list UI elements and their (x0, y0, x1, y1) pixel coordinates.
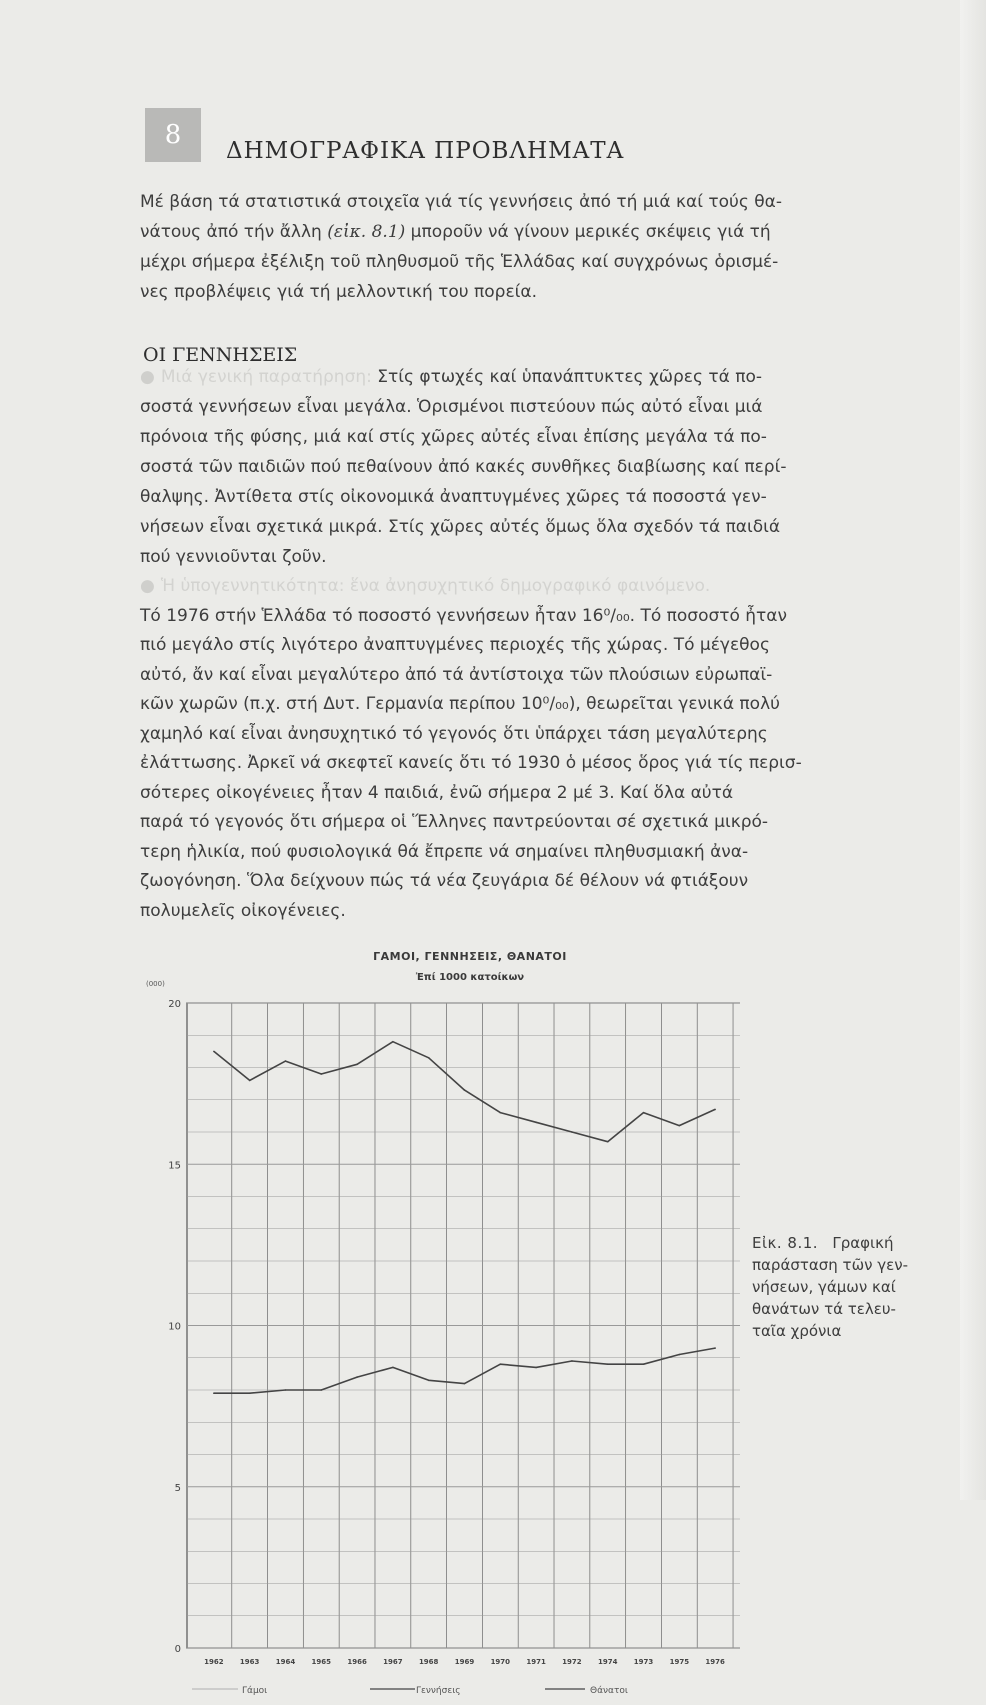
text-line: Τό 1976 στήν Ἑλλάδα τό ποσοστό γεννήσεων ἦταν 16⁰/₀₀. Τό ποσοστό ἦταν (140, 605, 787, 626)
series-line-births (214, 1042, 715, 1142)
underbirth-paragraph (140, 572, 930, 926)
x-tick-label: 1963 (239, 1658, 260, 1666)
text-line: πιό μεγάλο στίς λιγότερο ἀναπτυγμένες περιοχές τῆς χώρας. Τό μέγεθος (140, 635, 770, 655)
data-point (464, 1383, 466, 1385)
chart-unit-label: (000) (146, 980, 165, 988)
bullet-icon: ● (140, 576, 155, 596)
text-line: τερη ἡλικία, πού φυσιολογικά θά ἔπρεπε νά σημαίνει πληθυσμιακή ἀνα- (140, 841, 749, 862)
chart-subtitle: Ἐπί 1000 κατοίκων (415, 972, 525, 983)
faint-subheading: Ἡ ὑπογεννητικότητα: ἕνα ἀνησυχητικό δημογραφικό φαινόμενο. (160, 576, 711, 596)
legend-label: Θάνατοι (590, 1686, 628, 1696)
x-tick-label: 1968 (418, 1658, 439, 1666)
data-point (285, 1389, 287, 1391)
text-line: σοστά γεννήσεων εἶναι μεγάλα. Ὁρισμένοι πιστεύουν πώς αὐτό εἶναι μιά (140, 397, 763, 417)
data-point (679, 1354, 681, 1356)
text-line: Μέ βάση τά στατιστικά στοιχεῖα γιά τίς γεννήσεις ἀπό τή μιά καί τούς θα- (140, 192, 782, 212)
data-point (392, 1041, 394, 1043)
text-fragment: μποροῦν νά γίνουν μερικές σκέψεις γιά τή (410, 222, 771, 242)
figure-caption (752, 1232, 937, 1342)
data-point (392, 1367, 394, 1369)
text-line: ἐλάττωσης. Ἀρκεῖ νά σκεφτεῖ κανείς ὅτι τό 1930 ὁ μέσος ὅρος γιά τίς περισ- (140, 753, 802, 773)
text-line: μέχρι σήμερα ἐξέλιξη τοῦ πληθυσμοῦ τῆς Ἑλλάδας καί συγχρόνως ὁρισμέ- (140, 252, 779, 272)
text-line: αὐτό, ἄν καί εἶναι μεγαλύτερο ἀπό τά ἀντίστοιχα τῶν πλούσιων εὐρωπαϊ- (140, 664, 773, 685)
chapter-title: ΔΗΜΟΓΡΑΦΙΚΑ ΠΡΟΒΛΗΜΑΤΑ (226, 138, 625, 164)
x-tick-label: 1970 (490, 1658, 511, 1666)
y-tick-label: 20 (168, 999, 181, 1010)
legend-label: Γεννήσεις (416, 1686, 461, 1696)
data-point (249, 1080, 251, 1082)
data-point (285, 1060, 287, 1062)
legend-label: Γάμοι (242, 1686, 268, 1696)
x-tick-label: 1974 (597, 1658, 618, 1666)
y-tick-label: 15 (168, 1160, 181, 1172)
faint-subheading: Μιά γενική παρατήρηση: (160, 367, 372, 387)
x-tick-label: 1971 (526, 1658, 546, 1666)
data-point (535, 1122, 537, 1124)
x-tick-label: 1969 (454, 1658, 475, 1666)
data-point (607, 1363, 609, 1365)
section-heading: ΟΙ ΓΕΝΝΗΣΕΙΣ (143, 344, 298, 366)
page-edge (960, 0, 986, 1500)
data-point (320, 1073, 322, 1075)
x-tick-label: 1967 (383, 1658, 403, 1666)
chart-title: ΓΑΜΟΙ, ΓΕΝΝΗΣΕΙΣ, ΘΑΝΑΤΟΙ (373, 950, 567, 963)
data-point (714, 1347, 716, 1349)
births-paragraph (140, 362, 930, 572)
text-line: πολυμελεῖς οἰκογένειες. (140, 900, 346, 921)
figure-reference: (εἰκ. 8.1) (327, 222, 406, 242)
text-line: θαλψης. Ἀντίθετα στίς οἰκονομικά ἀναπτυγμένες χῶρες τά ποσοστά γεν- (140, 487, 767, 507)
text-line: κῶν χωρῶν (π.χ. στή Δυτ. Γερμανία περίπου 10⁰/₀₀), θεωρεῖται γενικά πολύ (140, 694, 780, 714)
caption-fragment: Γραφική (832, 1234, 894, 1252)
text-line: σότερες οἰκογένειες ἦταν 4 παιδιά, ἐνῶ σήμερα 2 μέ 3. Καί ὅλα αὐτά (140, 782, 734, 803)
text-line: παρά τό γεγονός ὅτι σήμερα οἱ Ἕλληνες παντρεύονται σέ σχετικά μικρό- (140, 812, 769, 832)
bullet-icon: ● (140, 367, 155, 387)
text-fragment: νάτους ἀπό τήν ἄλλη (140, 222, 322, 242)
data-point (500, 1363, 502, 1365)
data-point (464, 1089, 466, 1091)
data-point (571, 1131, 573, 1133)
data-point (679, 1125, 681, 1127)
text-line (140, 572, 930, 602)
data-point (356, 1376, 358, 1378)
text-line: ζωογόνηση. Ὅλα δείχνουν πώς τά νέα ζευγάρια δέ θέλουν νά φτιάξουν (140, 871, 749, 891)
text-line (140, 362, 930, 392)
caption-line: νήσεων, γάμων καί (752, 1278, 896, 1296)
x-tick-label: 1972 (562, 1658, 582, 1666)
data-point (213, 1051, 215, 1053)
text-line (140, 217, 930, 247)
caption-line: ταῖα χρόνια (752, 1322, 842, 1340)
data-point (535, 1367, 537, 1369)
y-tick-label: 5 (174, 1482, 181, 1494)
text-line: σοστά τῶν παιδιῶν πού πεθαίνουν ἀπό κακές συνθῆκες διαβίωσης καί περί- (140, 457, 787, 477)
data-point (607, 1141, 609, 1143)
text-line: πρόνοια τῆς φύσης, μιά καί στίς χῶρες αὐτές εἶναι ἐπίσης μεγάλα τά πο- (140, 427, 767, 447)
x-tick-label: 1973 (633, 1658, 654, 1666)
data-point (714, 1109, 716, 1111)
line-chart (140, 985, 740, 1705)
text-line: χαμηλό καί εἶναι ἀνησυχητικό τό γεγονός ὅτι ὑπάρχει τάση μεγαλύτερης (140, 723, 768, 744)
data-point (643, 1112, 645, 1114)
y-tick-label: 10 (168, 1321, 181, 1333)
text-fragment: Στίς φτωχές καί ὑπανάπτυκτες χῶρες τά πο- (377, 367, 762, 387)
x-tick-label: 1965 (311, 1658, 332, 1666)
chapter-number-badge: 8 (145, 108, 201, 162)
text-line: νήσεων εἶναι σχετικά μικρά. Στίς χῶρες αὐτές ὅμως ὅλα σχεδόν τά παιδιά (140, 517, 781, 537)
data-point (320, 1389, 322, 1391)
text-line: πού γεννιοῦνται ζοῦν. (140, 547, 327, 567)
x-tick-label: 1966 (347, 1658, 367, 1666)
x-tick-label: 1964 (275, 1658, 296, 1666)
x-tick-label: 1975 (669, 1658, 690, 1666)
intro-paragraph (140, 187, 930, 307)
caption-line: θανάτων τά τελευ- (752, 1300, 896, 1318)
data-point (428, 1380, 430, 1382)
caption-line: παράσταση τῶν γεν- (752, 1256, 909, 1274)
caption-label: Εἰκ. 8.1. (752, 1234, 819, 1252)
data-point (500, 1112, 502, 1114)
caption-line (752, 1232, 937, 1254)
x-tick-label: 1976 (705, 1658, 725, 1666)
data-point (213, 1392, 215, 1394)
x-tick-label: 1962 (204, 1658, 224, 1666)
data-point (643, 1363, 645, 1365)
y-tick-label: 0 (174, 1644, 181, 1655)
data-point (356, 1063, 358, 1065)
data-point (571, 1360, 573, 1362)
data-point (249, 1392, 251, 1394)
data-point (428, 1057, 430, 1059)
series-line-deaths (214, 1348, 715, 1393)
text-line: νες προβλέψεις γιά τή μελλοντική του πορεία. (140, 282, 538, 302)
